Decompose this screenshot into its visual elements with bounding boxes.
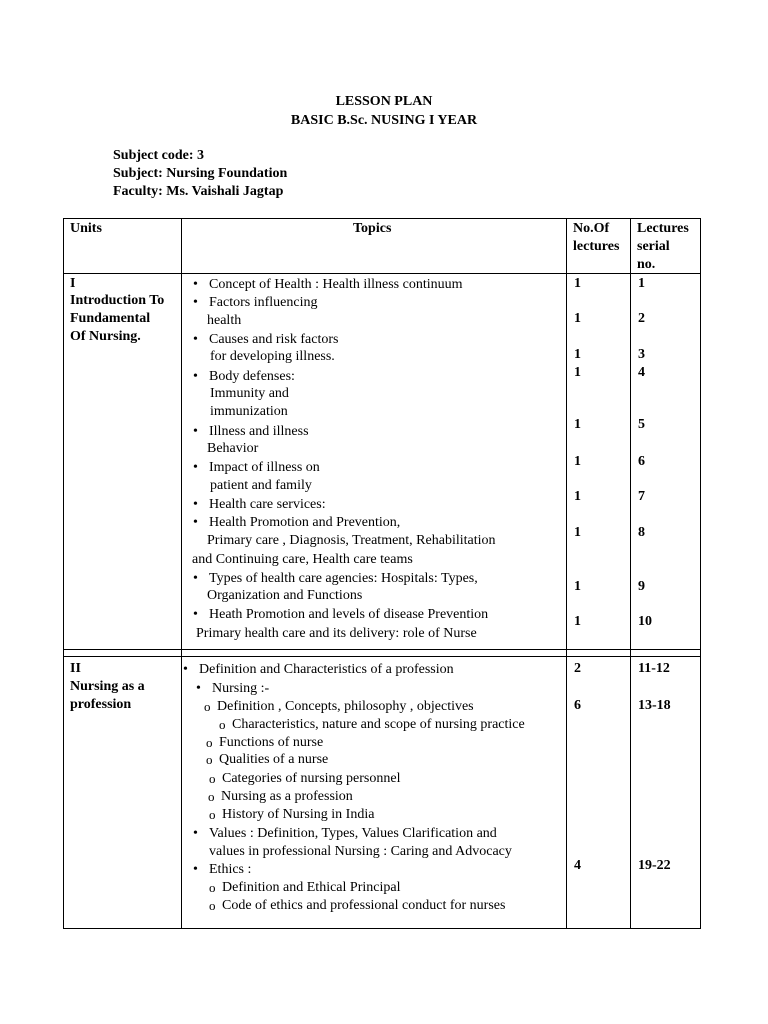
unit-1-topic: • Health Promotion and Prevention,: [209, 514, 400, 532]
unit-1-serial: 6: [638, 454, 645, 469]
unit-2-name-line2: profession: [70, 697, 132, 712]
table-col-divider-topics: [566, 218, 567, 929]
unit-1-lectures: 1: [574, 614, 581, 629]
unit-1-serial: 3: [638, 347, 645, 362]
unit-2-subtopic: o Qualities of a nurse: [219, 751, 328, 769]
unit-2-lectures: 2: [574, 661, 581, 676]
header-serial-line1: Lectures: [637, 221, 689, 236]
unit-2-subtopic: o Nursing as a profession: [221, 788, 353, 806]
unit-2-topic: • Nursing :-: [212, 680, 269, 698]
table-row-divider-top: [63, 649, 701, 650]
unit-1-serial: 2: [638, 311, 645, 326]
unit-2-subtopic: o Definition , Concepts, philosophy , objectives: [217, 698, 474, 716]
unit-1-topic-cont: Immunity and: [210, 386, 289, 401]
unit-2-topic: • Definition and Characteristics of a profession: [199, 661, 454, 679]
subject-code: Subject code: 3: [113, 148, 204, 163]
unit-2-lectures: 6: [574, 698, 581, 713]
subject-name: Subject: Nursing Foundation: [113, 166, 288, 181]
unit-2-name-line1: Nursing as a: [70, 679, 145, 694]
unit-1-topic-cont: and Continuing care, Health care teams: [192, 552, 413, 567]
unit-1-topic-cont: for developing illness.: [210, 349, 335, 364]
table-border-bottom: [63, 928, 701, 929]
unit-1-lectures: 1: [574, 347, 581, 362]
unit-1-serial: 5: [638, 417, 645, 432]
unit-2-topic: • Values : Definition, Types, Values Clarification and: [209, 825, 497, 843]
table-col-divider-lectures: [630, 218, 631, 929]
unit-1-lectures: 1: [574, 489, 581, 504]
unit-2-subtopic: o Code of ethics and professional conduct for nurses: [222, 897, 505, 915]
unit-2-topic-cont: values in professional Nursing : Caring and Advocacy: [209, 844, 512, 859]
unit-1-topic-cont: immunization: [210, 404, 288, 419]
unit-1-lectures: 1: [574, 365, 581, 380]
unit-1-lectures: 1: [574, 417, 581, 432]
unit-1-name-line2: Fundamental: [70, 311, 151, 326]
table-col-divider-units: [181, 218, 182, 929]
unit-1-topic: • Heath Promotion and levels of disease Prevention: [209, 606, 488, 624]
unit-1-topic: • Illness and illness: [209, 423, 309, 441]
unit-1-numeral: I: [70, 276, 76, 291]
unit-1-topic-cont: Primary care , Diagnosis, Treatment, Rehabilitation: [207, 533, 496, 548]
header-lectures-line2: lectures: [573, 239, 620, 254]
unit-1-serial: 9: [638, 579, 645, 594]
unit-1-serial: 4: [638, 365, 645, 380]
table-row-divider-bottom: [63, 656, 701, 657]
header-serial-line2: serial: [637, 239, 670, 254]
unit-1-topic: • Impact of illness on: [209, 459, 320, 477]
unit-1-topic: • Health care services:: [209, 496, 326, 514]
unit-1-topic: • Causes and risk factors: [209, 331, 338, 349]
unit-2-numeral: II: [70, 661, 81, 676]
unit-1-serial: 7: [638, 489, 645, 504]
unit-2-serial: 11-12: [638, 661, 670, 676]
unit-1-topic-cont: Organization and Functions: [207, 588, 363, 603]
unit-1-topic-cont: Primary health care and its delivery: role of Nurse: [196, 626, 477, 641]
header-serial-line3: no.: [637, 257, 656, 272]
unit-1-topic: • Factors influencing: [209, 294, 317, 312]
unit-1-topic: • Body defenses:: [209, 368, 295, 386]
document-subtitle: BASIC B.Sc. NUSING I YEAR: [290, 113, 478, 128]
unit-1-serial: 8: [638, 525, 645, 540]
table-border-right: [700, 218, 701, 929]
unit-2-topic: • Ethics :: [209, 861, 251, 879]
unit-2-subtopic: o Functions of nurse: [219, 734, 323, 752]
header-topics: Topics: [353, 221, 392, 236]
table-border-left: [63, 218, 64, 929]
unit-1-topic: • Concept of Health : Health illness continuum: [209, 276, 463, 294]
unit-1-serial: 10: [638, 614, 652, 629]
unit-2-serial: 19-22: [638, 858, 671, 873]
header-lectures-line1: No.Of: [573, 221, 610, 236]
unit-1-name-line3: Of Nursing.: [70, 329, 141, 344]
unit-2-subtopic: o Categories of nursing personnel: [222, 770, 400, 788]
unit-2-subtopic: o Characteristics, nature and scope of nursing practice: [232, 716, 525, 734]
faculty-name: Faculty: Ms. Vaishali Jagtap: [113, 184, 284, 199]
unit-1-lectures: 1: [574, 579, 581, 594]
unit-1-lectures: 1: [574, 311, 581, 326]
unit-1-serial: 1: [638, 276, 645, 291]
unit-1-topic-cont: health: [207, 313, 242, 328]
unit-1-lectures: 1: [574, 525, 581, 540]
unit-1-topic: • Types of health care agencies: Hospitals: Types,: [209, 570, 478, 588]
header-units: Units: [70, 221, 102, 236]
document-title: LESSON PLAN: [335, 94, 433, 109]
unit-1-name-line1: Introduction To: [70, 293, 165, 308]
unit-2-lectures: 4: [574, 858, 581, 873]
unit-2-subtopic: o Definition and Ethical Principal: [222, 879, 400, 897]
unit-2-subtopic: o History of Nursing in India: [222, 806, 374, 824]
unit-1-topic-cont: patient and family: [210, 478, 312, 493]
table-border-top: [63, 218, 701, 219]
table-header-divider: [63, 273, 701, 274]
unit-1-lectures: 1: [574, 454, 581, 469]
unit-2-serial: 13-18: [638, 698, 671, 713]
unit-1-topic-cont: Behavior: [207, 441, 259, 456]
unit-1-lectures: 1: [574, 276, 581, 291]
